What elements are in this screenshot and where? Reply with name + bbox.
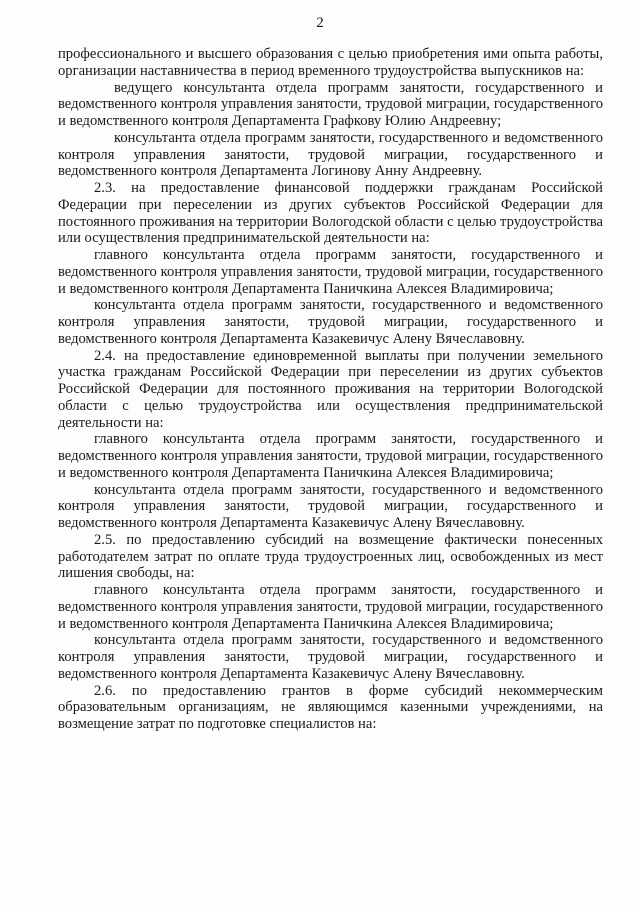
paragraph-assignee: главного консультанта отдела программ занятости, государственного и ведомственного контроля управления занятости, трудовой миграции, государственного и ведомственного контроля Департамента Паничкина Алексея Владимировича; bbox=[58, 582, 603, 632]
paragraph-continuation: профессионального и высшего образования с целью приобретения ими опыта работы, организации наставничества в период временного трудоустройства выпускников на: bbox=[58, 46, 603, 79]
paragraph-clause-2-5: 2.5. по предоставлению субсидий на возмещение фактически понесенных работодателем затрат по оплате труда трудоустроенных лиц, освобожденных из мест лишения свободы, на: bbox=[58, 531, 603, 582]
paragraph-assignee: главного консультанта отдела программ занятости, государственного и ведомственного контроля управления занятости, трудовой миграции, государственного и ведомственного контроля Департамента Паничкина Алексея Владимировича; bbox=[58, 247, 603, 297]
paragraph-assignee: консультанта отдела программ занятости, государственного и ведомственного контроля управления занятости, трудовой миграции, государственного и ведомственного контроля Департамента Казакевичус Алену Вячеславовну. bbox=[58, 481, 603, 531]
paragraph-assignee: консультанта отдела программ занятости, государственного и ведомственного контроля управления занятости, трудовой миграции, государственного и ведомственного контроля Департамента Логинову Анну Андреевну. bbox=[58, 129, 603, 180]
paragraph-assignee: ведущего консультанта отдела программ занятости, государственного и ведомственного контроля управления занятости, трудовой миграции, государственного и ведомственного контроля Департамента Графкову Юлию Андреевну; bbox=[58, 79, 603, 129]
paragraph-clause-2-4: 2.4. на предоставление единовременной выплаты при получении земельного участка гражданам Российской Федерации при переселении из других субъектов Российской Федерации для постоянного проживания на территории Вологодской области с целью трудоустройства или осуществления предпринимательской деятельности на: bbox=[58, 347, 603, 431]
paragraph-assignee: консультанта отдела программ занятости, государственного и ведомственного контроля управления занятости, трудовой миграции, государственного и ведомственного контроля Департамента Казакевичус Алену Вячеславовну. bbox=[58, 632, 603, 682]
paragraph-assignee: главного консультанта отдела программ занятости, государственного и ведомственного контроля управления занятости, трудовой миграции, государственного и ведомственного контроля Департамента Паничкина Алексея Владимировича; bbox=[58, 431, 603, 481]
document-body bbox=[58, 46, 603, 733]
paragraph-assignee: консультанта отдела программ занятости, государственного и ведомственного контроля управления занятости, трудовой миграции, государственного и ведомственного контроля Департамента Казакевичус Алену Вячеславовну. bbox=[58, 297, 603, 347]
paragraph-clause-2-3: 2.3. на предоставление финансовой поддержки гражданам Российской Федерации при переселении из других субъектов Российской Федерации для постоянного проживания на территории Вологодской области с целью трудоустройства или осуществления предпринимательской деятельности на: bbox=[58, 180, 603, 247]
paragraph-clause-2-6: 2.6. по предоставлению грантов в форме субсидий некоммерческим образовательным организациям, не являющимся казенными учреждениями, на возмещение затрат по подготовке специалистов на: bbox=[58, 682, 603, 732]
page-number: 2 bbox=[316, 15, 324, 31]
